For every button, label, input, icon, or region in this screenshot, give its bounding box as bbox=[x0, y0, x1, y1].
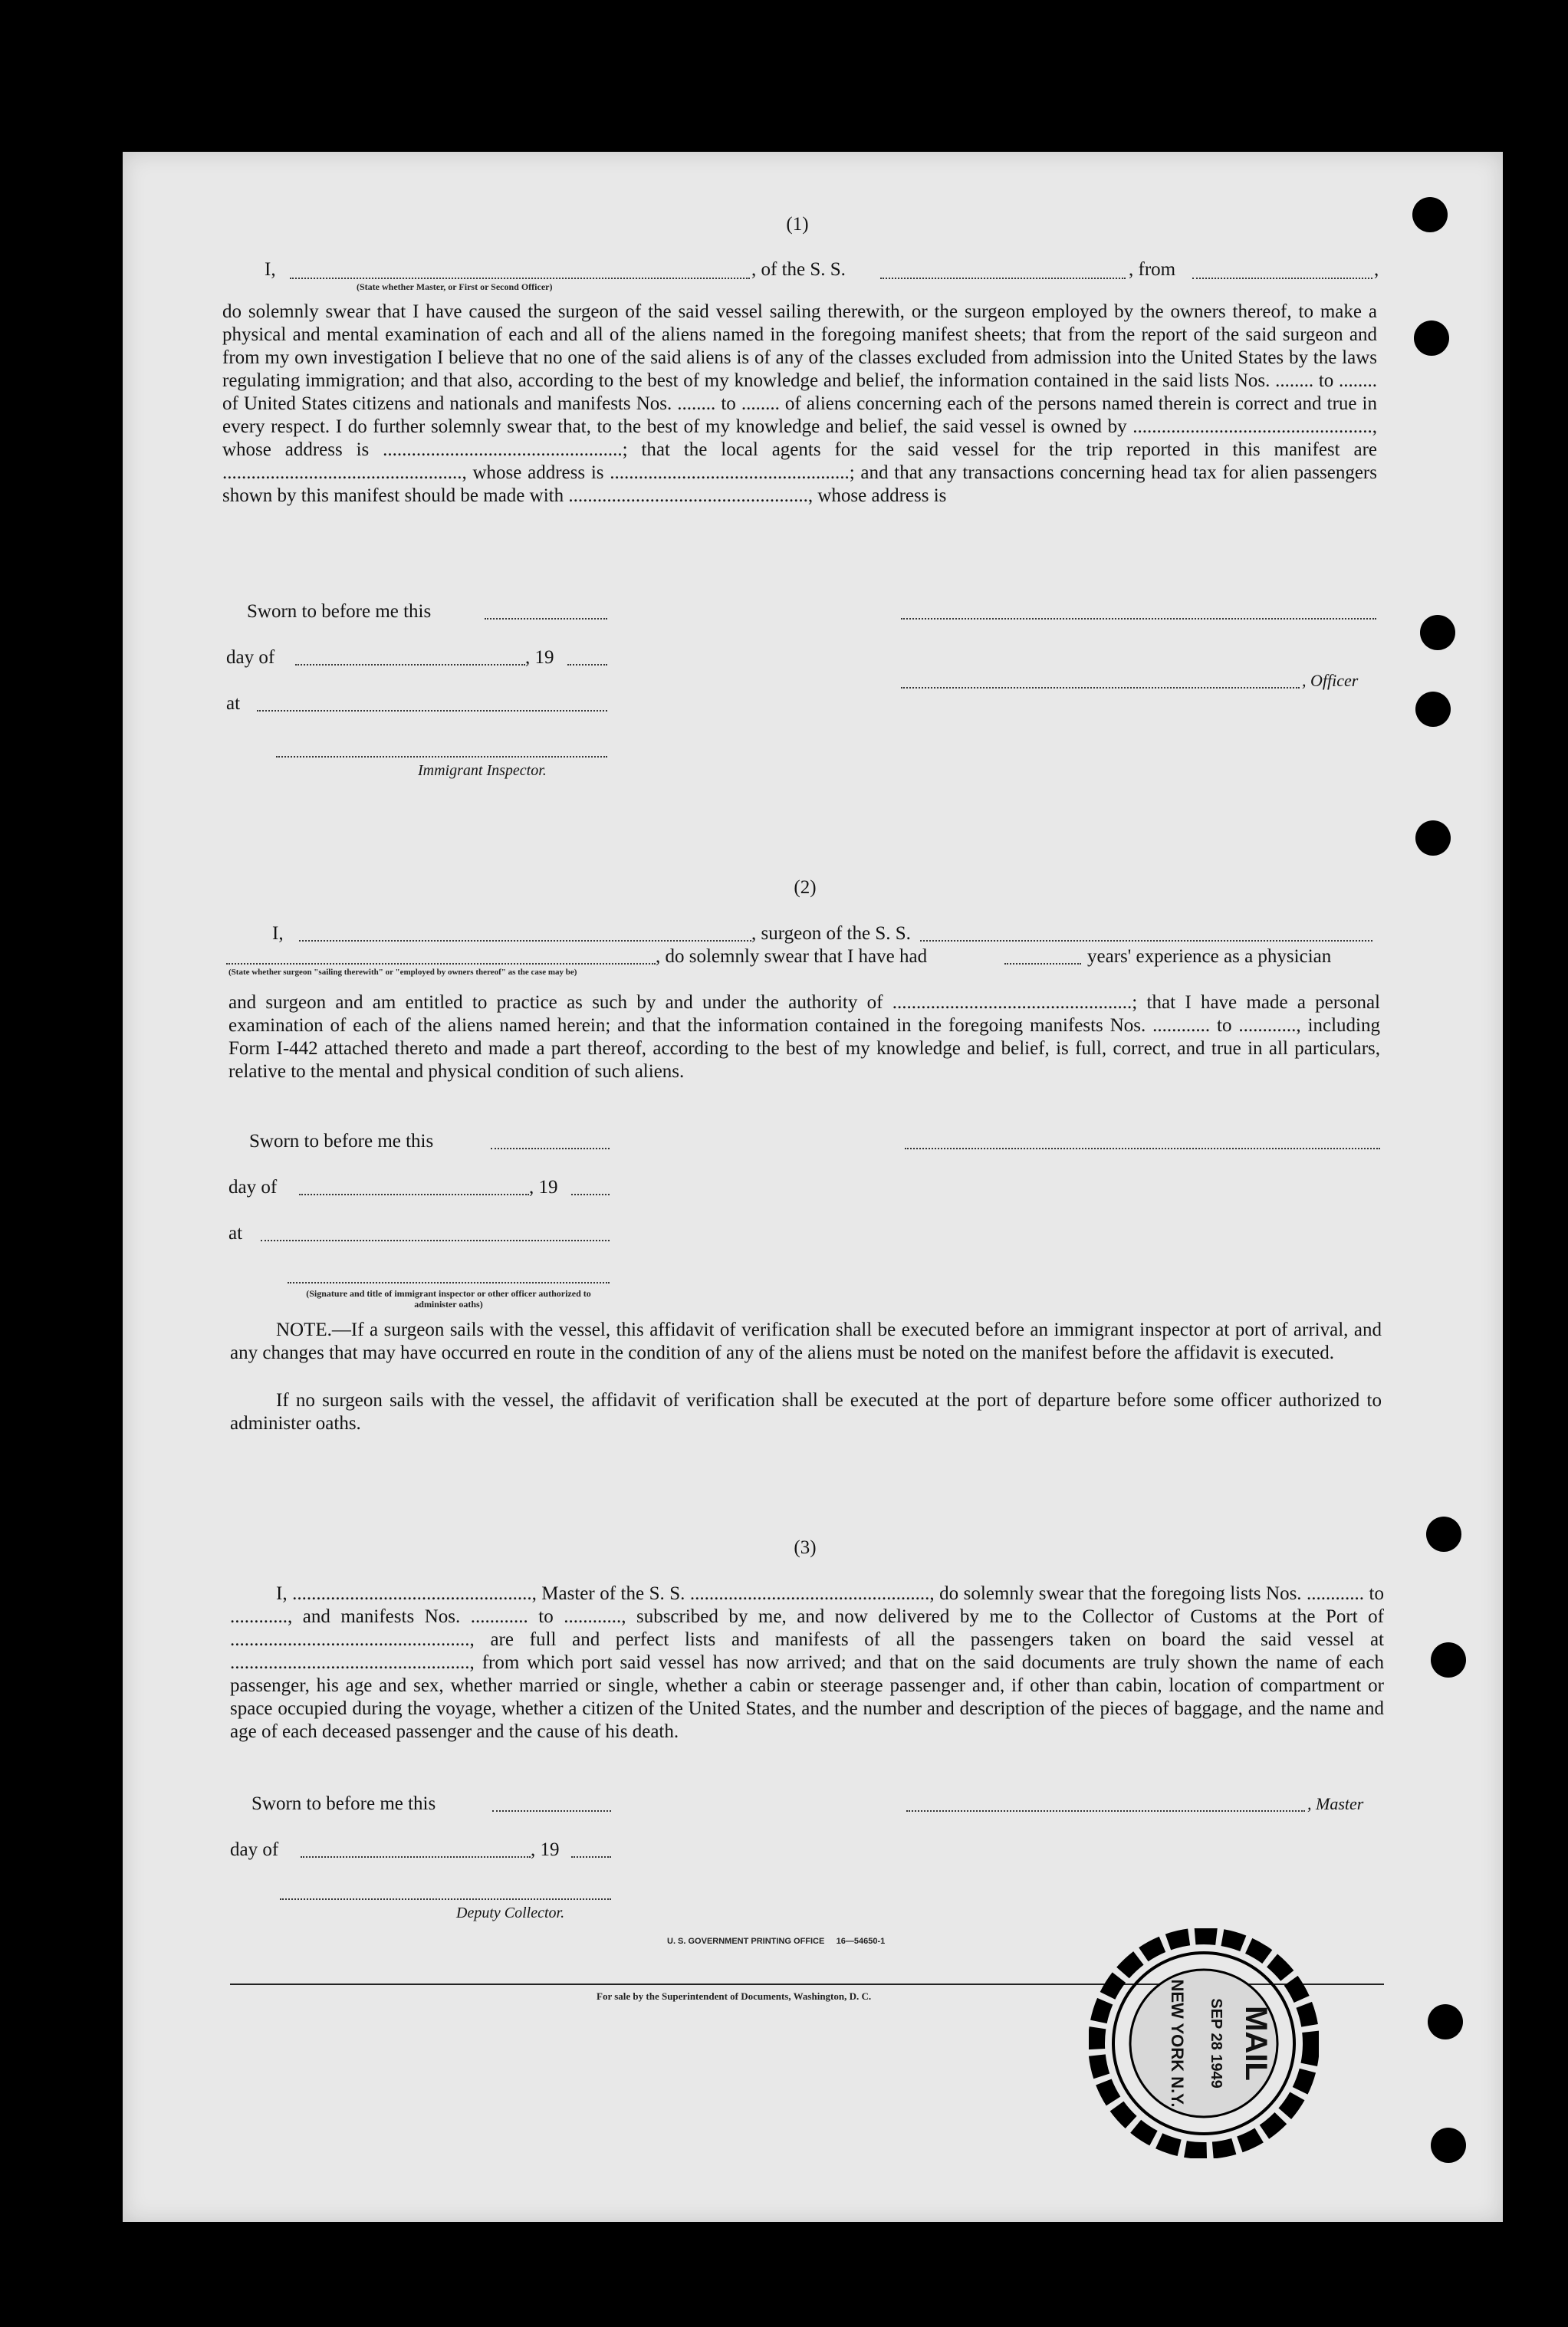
signature-note: (Signature and title of immigrant inspector or other officer authorized to administer oaths) bbox=[306, 1288, 591, 1310]
year-label: , 19 bbox=[525, 647, 554, 668]
officer-signature-field[interactable] bbox=[901, 618, 1376, 620]
officer-name-field[interactable] bbox=[290, 278, 750, 279]
sworn-date-field[interactable] bbox=[491, 1148, 610, 1149]
binder-hole bbox=[1426, 1517, 1461, 1552]
section-2-number: (2) bbox=[794, 877, 817, 898]
at-field[interactable] bbox=[257, 710, 607, 712]
sworn-date-field[interactable] bbox=[485, 618, 607, 620]
section-1-number: (1) bbox=[786, 214, 809, 235]
vessel-name-field[interactable] bbox=[880, 278, 1126, 279]
i-label: I, bbox=[272, 923, 284, 944]
inspector-label: Immigrant Inspector. bbox=[418, 762, 547, 779]
of-ss-label: , of the S. S. bbox=[751, 259, 846, 280]
comma: , bbox=[1374, 259, 1379, 280]
section-1-body: do solemnly swear that I have caused the surgeon of the said vessel sailing therewith, or the surgeon employed by the owners thereof, to make a physical and mental examination of each and all of the aliens named in the foregoing manifest sheets; that from the report of the said surgeon and from my own investigation I believe that no one of the said aliens is of any of the classes excluded from admission into the United States by the laws regulating immigration; and that also, according to the best of my knowledge and belief, the information contained in the said lists Nos. ........ to ........ of United States citizens and nationals and manifests Nos. ........ to ........ of aliens concerning each of the persons named therein is correct and true in every respect. I do further solemnly swear that, to the best of my knowledge and belief, the said vessel is owned by .................................................., whose address is ..................................................; that the local agents for the said vessel for the trip reported in this manifest are .................................................., whose address is ..................................................; and that any transactions concerning head tax for alien passengers shown by this manifest should be made with .................................................., whose address is bbox=[222, 301, 1377, 506]
binder-hole bbox=[1415, 692, 1451, 727]
officer-label: , Officer bbox=[1302, 671, 1359, 690]
binder-hole bbox=[1428, 2004, 1463, 2039]
section-3-body: I, .................................................., Master of the S. S. .................................................., do solemnly swear that the foregoing lists Nos. ............ to ............, and manifests Nos. ............ to ............, subscribed by me, and now delivered by me to the Collector of Customs at the Port of .................................................., are full and perfect lists and manifests of all the passengers taken on board the said vessel at .................................................., from which port said vessel has now arrived; and that on the said documents are truly shown the name of each passenger, his age and sex, whether married or single, whether a cabin or steerage passenger and, if other than cabin, location of compartment or space occupied during the voyage, whether a citizen of the United States, and the number and description of the pieces of baggage, and the name and age of each deceased passenger and the cause of his death. bbox=[230, 1583, 1384, 1742]
stamp-mail-text: MAIL bbox=[1239, 2006, 1273, 2081]
surgeon-type-field[interactable] bbox=[226, 963, 656, 965]
day-of-field[interactable] bbox=[299, 1194, 529, 1195]
collector-signature-field[interactable] bbox=[280, 1898, 611, 1900]
binder-hole bbox=[1431, 2128, 1466, 2163]
section-3-number: (3) bbox=[794, 1537, 817, 1558]
stamp-city-text: NEW YORK N.Y. bbox=[1168, 1979, 1187, 2108]
from-label: , from bbox=[1129, 259, 1176, 280]
day-of-label: day of bbox=[226, 647, 275, 668]
collector-label: Deputy Collector. bbox=[456, 1905, 565, 1921]
sworn-label: Sworn to before me this bbox=[251, 1793, 436, 1814]
bleed-through-mark bbox=[276, 215, 813, 245]
surgeon-name-field[interactable] bbox=[299, 940, 751, 942]
surgeon-of-label: , surgeon of the S. S. bbox=[751, 923, 911, 944]
sworn-label: Sworn to before me this bbox=[249, 1131, 434, 1152]
vessel-name-field[interactable] bbox=[920, 940, 1372, 942]
day-of-label: day of bbox=[230, 1839, 279, 1860]
at-field[interactable] bbox=[261, 1240, 610, 1241]
note-paragraph-2: If no surgeon sails with the vessel, the affidavit of verification shall be executed at the port of departure before some officer authorized to administer oaths. bbox=[230, 1390, 1382, 1434]
inspector-signature-field[interactable] bbox=[288, 1282, 610, 1283]
binder-hole bbox=[1431, 1642, 1466, 1678]
binder-hole bbox=[1415, 820, 1451, 856]
printing-office-line: U. S. GOVERNMENT PRINTING OFFICE 16—54650-1 bbox=[667, 1937, 886, 1946]
from-port-field[interactable] bbox=[1192, 278, 1372, 279]
inspector-signature-field[interactable] bbox=[276, 756, 607, 758]
surgeon-state-note: (State whether surgeon "sailing therewith" or "employed by owners thereof" as the case may be) bbox=[228, 968, 577, 977]
binder-hole bbox=[1412, 197, 1448, 232]
officer-title-field[interactable] bbox=[901, 687, 1300, 689]
binder-hole bbox=[1420, 615, 1455, 650]
day-of-field[interactable] bbox=[301, 1856, 531, 1858]
at-label: at bbox=[228, 1223, 243, 1244]
i-label: I, bbox=[265, 259, 276, 280]
stamp-date-text: SEP 28 1949 bbox=[1208, 1998, 1224, 2089]
section-2-body: and surgeon and am entitled to practice as such by and under the authority of ..................................................; that I have made a personal examination of each of the aliens named herein; and that the information contained in the foregoing manifests Nos. ............ to ............, including Form I-442 attached thereto and made a part thereof, according to the best of my knowledge and belief, is full, correct, and true in all particulars, relative to the mental and physical condition of such aliens. bbox=[228, 992, 1380, 1082]
year-field[interactable] bbox=[571, 1856, 611, 1858]
at-label: at bbox=[226, 693, 241, 714]
surgeon-signature-field[interactable] bbox=[905, 1148, 1380, 1149]
year-label: , 19 bbox=[531, 1839, 560, 1860]
sworn-label: Sworn to before me this bbox=[247, 601, 432, 622]
day-of-field[interactable] bbox=[295, 664, 525, 666]
year-label: , 19 bbox=[529, 1177, 558, 1198]
mail-postmark-stamp bbox=[1089, 1928, 1319, 2158]
master-signature-field[interactable] bbox=[906, 1810, 1305, 1812]
day-of-label: day of bbox=[228, 1177, 278, 1198]
year-field[interactable] bbox=[571, 1194, 610, 1195]
state-note: (State whether Master, or First or Second Officer) bbox=[357, 281, 553, 292]
year-field[interactable] bbox=[567, 664, 607, 666]
binder-hole bbox=[1414, 320, 1449, 356]
years-label: years' experience as a physician bbox=[1087, 946, 1332, 967]
sale-line: For sale by the Superintendent of Documents, Washington, D. C. bbox=[597, 1990, 872, 2002]
note-paragraph: NOTE.—If a surgeon sails with the vessel, this affidavit of verification shall be executed before an immigrant inspector at port of arrival, and any changes that may have occurred en route in the condition of any of the aliens must be noted on the manifest before the affidavit is executed. bbox=[230, 1320, 1382, 1363]
swear-had-label: , do solemnly swear that I have had bbox=[656, 946, 928, 967]
years-field[interactable] bbox=[1004, 963, 1081, 965]
master-label: , Master bbox=[1307, 1794, 1364, 1813]
sworn-date-field[interactable] bbox=[492, 1810, 611, 1812]
